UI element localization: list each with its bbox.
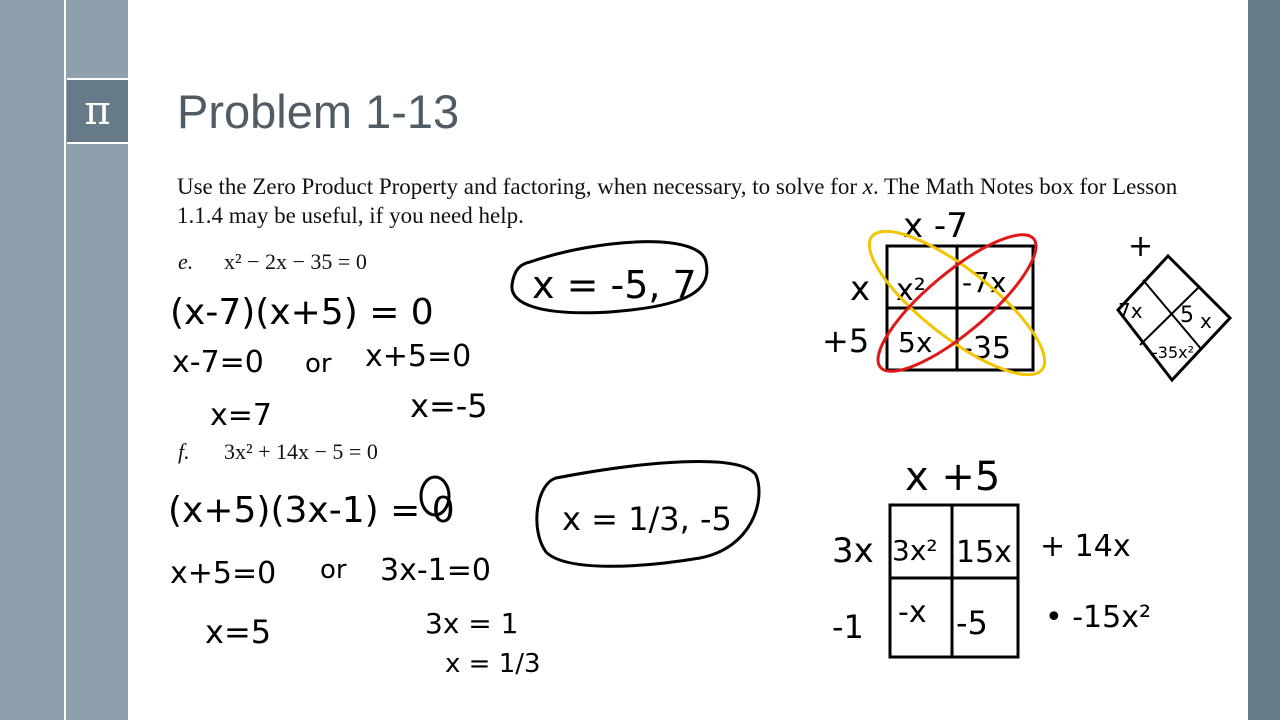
instructions-text-start: Use the Zero Product Property and factoring, when necessary, to solve for <box>177 174 863 199</box>
f-or-word: or <box>320 555 347 585</box>
f-solution-left: x=5 <box>205 613 272 651</box>
e-answer: x = -5, 7 <box>532 263 697 307</box>
f-zero-factor-left: x+5=0 <box>170 556 277 591</box>
e-diamond-right: 5 <box>1180 303 1194 328</box>
problem-e-text: x² − 2x − 35 = 0 <box>224 249 367 274</box>
e-diamond-left: 7x <box>1118 299 1143 323</box>
f-product-label: • -15x² <box>1045 600 1152 635</box>
e-box-left-factor-x: x <box>850 269 871 309</box>
problem-e-label: e. <box>178 249 194 274</box>
e-cell-x-squared: x² <box>896 273 926 308</box>
e-diamond-x: x <box>1200 309 1212 333</box>
f-solution-right: x = 1/3 <box>445 649 541 679</box>
f-cell-3x-squared: 3x² <box>892 534 938 567</box>
e-solution-right: x=-5 <box>410 387 488 425</box>
f-cell-15x: 15x <box>956 535 1012 570</box>
e-cell-neg7x: -7x <box>962 266 1007 299</box>
instructions-variable: x <box>862 174 873 199</box>
e-or-word: or <box>305 349 332 379</box>
f-answer: x = 1/3, -5 <box>562 500 732 538</box>
e-diamond-sum: + <box>1128 229 1154 264</box>
slide-title: Problem 1-13 <box>177 85 460 138</box>
f-area-box <box>890 505 1018 657</box>
f-zero-factor-right: 3x-1=0 <box>380 553 491 588</box>
f-sum-label: + 14x <box>1040 529 1131 564</box>
e-box-left-factor-5: +5 <box>822 322 870 360</box>
e-cell-neg35: -35 <box>962 331 1011 366</box>
f-factored-form: (x+5)(3x-1) = 0 <box>168 490 455 531</box>
e-box-top-factors: x -7 <box>903 206 968 246</box>
f-box-left-factor-3x: 3x <box>832 531 874 571</box>
e-factored-form: (x-7)(x+5) = 0 <box>170 292 434 333</box>
e-cell-5x: 5x <box>898 326 933 359</box>
problem-f-text: 3x² + 14x − 5 = 0 <box>224 439 378 464</box>
e-zero-factor-left: x-7=0 <box>172 345 264 380</box>
problem-f-label: f. <box>178 439 190 464</box>
f-box-top-factors: x +5 <box>905 454 1001 500</box>
f-cell-neg5: -5 <box>956 604 988 642</box>
f-step-right: 3x = 1 <box>425 607 519 640</box>
instructions-text-end: . The Math Notes box for Lesson 1.1.4 may be useful, if you need help. <box>177 174 1178 228</box>
pi-icon: π <box>67 78 128 144</box>
e-diamond-bottom: -35x² <box>1152 343 1195 362</box>
f-cell-neg-x: -x <box>898 595 927 630</box>
e-zero-factor-right: x+5=0 <box>365 339 472 374</box>
e-solution-left: x=7 <box>210 398 272 433</box>
f-box-left-factor-neg1: -1 <box>832 608 864 646</box>
